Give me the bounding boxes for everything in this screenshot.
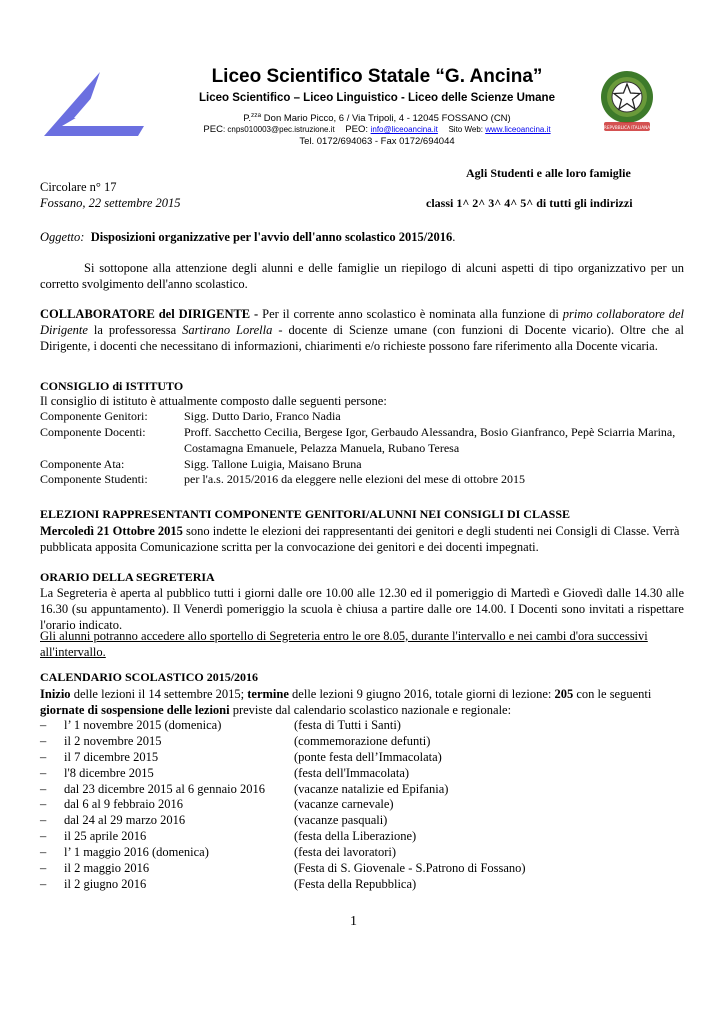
circolare-date: Fossano, 22 settembre 2015 [40, 196, 181, 210]
collaboratore-text-1: Per il corrente anno scolastico è nominata alla funzione di [258, 307, 563, 321]
consiglio-row [40, 425, 684, 457]
consiglio-row-value: Proff. Sacchetto Cecilia, Bergese Igor, Gerbaudo Alessandra, Bosio Gianfranco, Pepè Sciarria Marina, Costamagna Emanuele, Pelazza Manuela, Rubano Teresa [184, 425, 676, 455]
segreteria-heading: ORARIO DELLA SEGRETERIA [40, 570, 215, 584]
pec-value: : cnps010003@pec.istruzione.it [222, 125, 335, 134]
holiday-date: l'8 dicembre 2015 [64, 765, 154, 780]
holiday-item [40, 750, 680, 766]
holiday-item [40, 813, 680, 829]
circolare-number: Circolare n° 17 [40, 180, 117, 194]
school-name: Liceo Scientifico Statale “G. Ancina” [211, 66, 543, 87]
holiday-date: il 7 dicembre 2015 [64, 749, 159, 764]
consiglio-row [40, 409, 684, 425]
consiglio-row-value: Sigg. Tallone Luigia, Maisano Bruna [184, 457, 362, 471]
holiday-item [40, 845, 680, 861]
elezioni-text: sono indette le elezioni dei rappresentanti dei genitori e degli studenti nei Consigli di Classe. Verrà pubblicata apposita Comunicazione scritta per la convocazione dei genitori e dei docenti impegnati. [40, 524, 680, 554]
holiday-note: (festa di Tutti i Santi) [294, 718, 401, 732]
consiglio-row [40, 457, 684, 473]
phone-fax: Tel. 0172/694063 - Fax 0172/694044 [299, 136, 455, 147]
consiglio-row-label: Componente Studenti: [40, 472, 148, 486]
holiday-note: (ponte festa dell’Immacolata) [294, 749, 442, 764]
dash-bullet: – [40, 749, 47, 764]
collaboratore-role: primo collaboratore del Dirigente [40, 307, 684, 337]
contact-line: PEC: cnps010003@pec.istruzione.it PEO: info@liceoancina.it Sito Web: www.liceoancina.it [203, 124, 551, 135]
calendario-inizio: Inizio [40, 687, 71, 701]
calendario-heading: CALENDARIO SCOLASTICO 2015/2016 [40, 670, 259, 684]
holiday-note: (Festa di S. Giovenale - S.Patrono di Fossano) [294, 861, 526, 876]
pec-label: PEC [203, 124, 223, 135]
consiglio-heading: CONSIGLIO di ISTITUTO [40, 379, 184, 393]
holiday-note: (vacanze pasquali) [294, 813, 388, 828]
intro-paragraph: Si sottopone alla attenzione degli alunni e delle famiglie un riepilogo di alcuni aspetti di tipo organizzativo per un corretto svolgimento dell'anno scolastico. [40, 261, 684, 291]
holiday-note: (vacanze carnevale) [294, 797, 394, 812]
calendario-termine: termine [247, 687, 289, 701]
holiday-date: il 2 novembre 2015 [64, 733, 162, 748]
dash-bullet: – [40, 733, 47, 748]
address-rest: Don Mario Picco, 6 / Via Tripoli, 4 - 12045 FOSSANO (CN) [261, 113, 511, 125]
website-link[interactable]: www.liceoancina.it [485, 125, 551, 134]
dash-bullet: – [40, 718, 47, 732]
calendario-paragraph [40, 686, 684, 718]
collaboratore-text-2: la professoressa [87, 323, 183, 337]
dash-bullet: – [40, 829, 47, 844]
calendario-total-days: 205 [554, 687, 574, 701]
elezioni-paragraph [40, 523, 684, 555]
elezioni-date: Mercoledì 21 Ottobre 2015 [40, 524, 183, 538]
collaboratore-paragraph [40, 306, 684, 354]
peo-label: PEO [345, 124, 366, 135]
calendario-text-3: con le seguenti [573, 687, 652, 701]
dash-bullet: – [40, 781, 47, 796]
consiglio-row [40, 472, 684, 488]
consiglio-row-value: per l'a.s. 2015/2016 da eleggere nelle elezioni del mese di ottobre 2015 [184, 472, 526, 486]
segreteria-paragraph: La Segreteria è aperta al pubblico tutti i giorni dalle ore 10.00 alle 12.30 ed il pomeriggio di Martedì e Giovedì dalle 14.30 alle 16.30 (su appuntamento). Il Venerdì pomeriggio la scuola è chiusa a partire dalle ore 14.00. I Docenti sono invitati a rispettare l'orario indicato. [40, 586, 684, 632]
holiday-note: (festa della Liberazione) [294, 829, 417, 844]
holiday-item [40, 829, 680, 845]
site-label: Sito Web: [448, 125, 486, 134]
holiday-date: l’ 1 maggio 2016 (domenica) [64, 845, 209, 860]
holiday-item [40, 797, 680, 813]
recipients-line-1: Agli Studenti e alle loro famiglie [466, 166, 631, 180]
emblem-ribbon-text: REPVBBLICA ITALIANA [603, 125, 651, 130]
elezioni-heading: ELEZIONI RAPPRESENTANTI COMPONENTE GENITORI/ALUNNI NEI CONSIGLI DI CLASSE [40, 507, 570, 521]
holiday-item [40, 766, 680, 782]
holiday-item [40, 782, 680, 798]
dash-bullet: – [40, 813, 47, 828]
holiday-item [40, 718, 680, 734]
collaboratore-text-3: - docente di Scienze umane (con funzioni di Docente vicario). Oltre che al Dirigente, i docenti che necessitano di informazioni, chiarimenti e/o richieste possono fare riferimento alla Docente vicaria. [40, 323, 684, 353]
oggetto-period: . [452, 230, 456, 244]
segreteria-underlined-note: Gli alunni potranno accedere allo sportello di Segreteria entro le ore 8.05, durante l'intervallo e nei cambi d'ora successivi all'intervallo. [40, 629, 648, 659]
collaboratore-heading: COLLABORATORE del DIRIGENTE - [40, 307, 259, 321]
school-subtitle: Liceo Scientifico – Liceo Linguistico - Liceo delle Scienze Umane [199, 92, 555, 104]
holiday-note: (Festa della Repubblica) [294, 876, 417, 891]
holiday-date: dal 24 al 29 marzo 2016 [64, 813, 186, 828]
holiday-note: (festa dell'Immacolata) [294, 765, 410, 780]
calendario-text-4: previste dal calendario scolastico nazionale e regionale: [229, 703, 512, 717]
calendario-text-1: delle lezioni il 14 settembre 2015; [70, 687, 248, 701]
oggetto [40, 230, 455, 245]
dash-bullet: – [40, 845, 47, 860]
consiglio-row-label: Componente Ata: [40, 457, 125, 471]
address-sup: zza [251, 112, 262, 119]
page-number: 1 [350, 914, 357, 929]
holiday-note: (festa dei lavoratori) [294, 845, 397, 860]
oggetto-label: Oggetto: [40, 230, 85, 244]
holiday-item [40, 877, 680, 893]
consiglio-row-label: Componente Genitori: [40, 409, 148, 423]
holiday-note: (vacanze natalizie ed Epifania) [294, 781, 449, 796]
collaboratore-name: Sartirano Lorella [182, 323, 273, 337]
holiday-list [40, 718, 680, 893]
calendario-sospensione: giornate di sospensione delle lezioni [40, 703, 230, 717]
consiglio-intro: Il consiglio di istituto è attualmente composto dalle seguenti persone: [40, 394, 387, 408]
dash-bullet: – [40, 876, 47, 891]
consiglio-row-value: Sigg. Dutto Dario, Franco Nadia [184, 409, 341, 423]
holiday-date: l’ 1 novembre 2015 (domenica) [64, 718, 222, 732]
holiday-date: il 25 aprile 2016 [64, 829, 147, 844]
holiday-item [40, 734, 680, 750]
holiday-note: (commemorazione defunti) [294, 733, 431, 748]
dash-bullet: – [40, 861, 47, 876]
holiday-date: il 2 maggio 2016 [64, 861, 150, 876]
holiday-date: dal 6 al 9 febbraio 2016 [64, 797, 184, 812]
school-address [140, 112, 614, 124]
holiday-date: il 2 giugno 2016 [64, 876, 147, 891]
consiglio-row-label: Componente Docenti: [40, 425, 146, 439]
address-prefix: P. [243, 113, 252, 125]
oggetto-text: Disposizioni organizzative per l'avvio dell'anno scolastico 2015/2016 [90, 230, 453, 244]
peo-email-link[interactable]: info@liceoancina.it [370, 125, 438, 134]
calendario-text-2: delle lezioni 9 giugno 2016, totale giorni di lezione: [288, 687, 555, 701]
holiday-date: dal 23 dicembre 2015 al 6 gennaio 2016 [64, 781, 265, 796]
holiday-item [40, 861, 680, 877]
dash-bullet: – [40, 797, 47, 812]
dash-bullet: – [40, 765, 47, 780]
recipients-line-2: classi 1^ 2^ 3^ 4^ 5^ di tutti gli indirizzi [426, 196, 633, 210]
